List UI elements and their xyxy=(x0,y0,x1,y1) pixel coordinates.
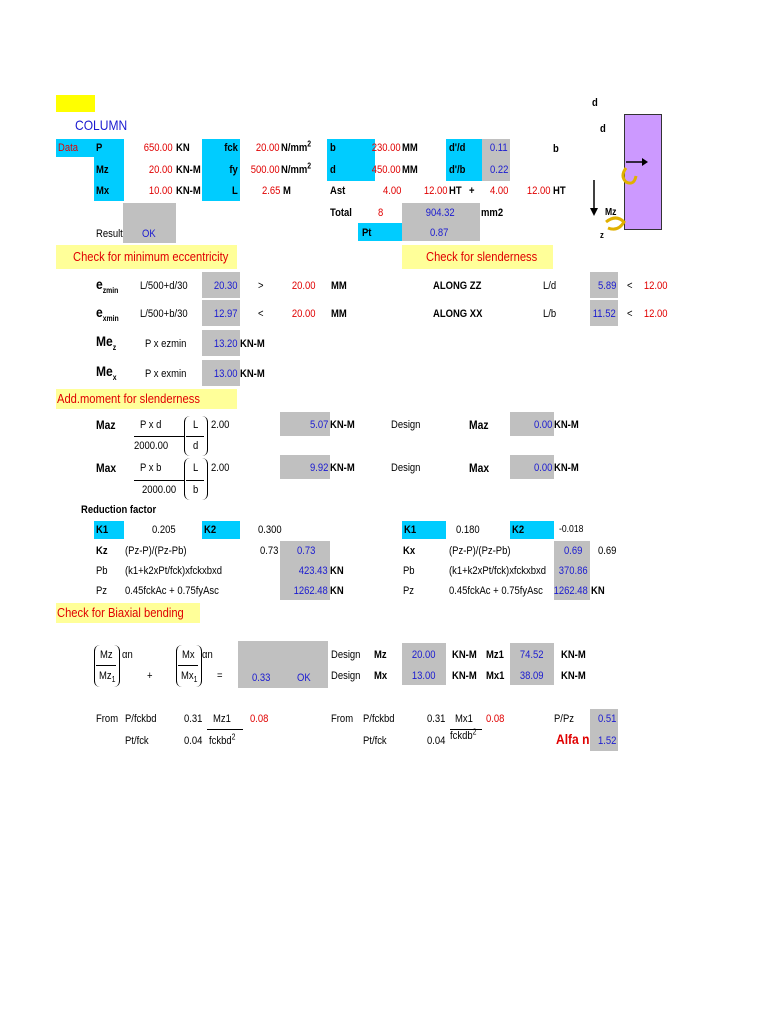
along-zz-label: ALONG ZZ xyxy=(433,280,482,292)
sketch-mz-label: Mz xyxy=(605,207,617,218)
data-label: Data xyxy=(58,142,78,154)
cover-d-label: d'/d xyxy=(449,142,466,154)
alfa-n-value: 1.52 xyxy=(597,735,616,747)
design-mx-name: Mx xyxy=(374,670,388,682)
design-mz1-value: 74.52 xyxy=(520,649,544,661)
page-title: COLUMN xyxy=(75,117,128,133)
ezmin-formula: L/500+d/30 xyxy=(140,280,188,292)
ast-count-1[interactable]: 4.00 xyxy=(382,185,401,197)
max-design-unit: KN-M xyxy=(554,462,579,474)
from-left-ratio2: Pt/fck xyxy=(125,735,149,747)
mez-unit: KN-M xyxy=(240,338,265,350)
mex-value: 13.00 xyxy=(214,368,238,380)
mx-value[interactable]: 10.00 xyxy=(149,185,173,197)
max-value: 9.92 xyxy=(309,462,328,474)
mx-ratio-num: Mx xyxy=(182,649,195,661)
cover-b-value: 0.22 xyxy=(489,164,508,176)
yellow-marker-cell xyxy=(56,95,95,112)
design-mx-unit: KN-M xyxy=(452,670,477,682)
fck-label: fck xyxy=(224,142,238,154)
k1-left-label: K1 xyxy=(96,524,109,536)
maz-design-label: Design xyxy=(391,419,421,431)
design-mz-value: 20.00 xyxy=(412,649,436,661)
pz-right-label: Pz xyxy=(403,585,415,597)
kz-value-b: 0.73 xyxy=(297,545,316,557)
maz-ratio-line xyxy=(186,436,204,437)
xx-compare: < xyxy=(627,308,633,320)
biaxial-status: OK xyxy=(297,672,311,684)
k2-right-label: K2 xyxy=(512,524,525,536)
biaxial-plus: + xyxy=(147,670,153,682)
reduction-header: Reduction factor xyxy=(81,504,157,516)
biaxial-value: 0.33 xyxy=(252,672,271,684)
design-mx1-unit: KN-M xyxy=(561,670,586,682)
k1-right-value: 0.180 xyxy=(456,524,480,536)
design-mx1-name: Mx1 xyxy=(486,670,505,682)
xx-ratio-label: L/b xyxy=(543,308,557,320)
maz-power: 2.00 xyxy=(211,419,230,431)
l-value[interactable]: 2.65 xyxy=(261,185,280,197)
moment-arrows-icon xyxy=(588,150,668,240)
design-mz-unit: KN-M xyxy=(452,649,477,661)
mez-symbol xyxy=(96,333,117,352)
cover-d-value: 0.11 xyxy=(490,142,508,154)
p-label: P xyxy=(96,142,103,154)
pt-value: 0.87 xyxy=(429,227,448,239)
ast-unit-1: HT xyxy=(449,185,462,197)
design-mx-value: 13.00 xyxy=(412,670,436,682)
pt-label: Pt xyxy=(362,227,372,239)
pz-left-label: Pz xyxy=(96,585,108,597)
ast-dia-1[interactable]: 12.00 xyxy=(424,185,448,197)
b-value[interactable]: 230.00 xyxy=(372,142,401,154)
from-left-value2: 0.04 xyxy=(184,735,203,747)
fy-value[interactable]: 500.00 xyxy=(251,164,280,176)
mez-formula: P x ezmin xyxy=(145,338,187,350)
pb-left-formula: (k1+k2xPt/fck)xfckxbxd xyxy=(125,565,223,577)
mex-unit: KN-M xyxy=(240,368,265,380)
maz-design-unit: KN-M xyxy=(554,419,579,431)
ezmin-unit: MM xyxy=(331,280,347,292)
exmin-unit: MM xyxy=(331,308,347,320)
fck-value[interactable]: 20.00 xyxy=(256,142,280,154)
pz-right-unit: KN xyxy=(591,585,605,597)
maz-value: 5.07 xyxy=(309,419,328,431)
fck-unit: $N/mm^2$ xyxy=(281,139,312,154)
mez-value: 13.20 xyxy=(214,338,238,350)
cover-b-label: d'/b xyxy=(449,164,466,176)
pz-right-formula: 0.45fckAc + 0.75fyAsc xyxy=(449,585,543,597)
max-denominator: 2000.00 xyxy=(142,484,177,496)
mx-alpha: αn xyxy=(202,649,213,661)
total-label: Total xyxy=(330,207,352,219)
exmin-sym: e xyxy=(96,304,103,320)
from-right-ratio1: P/fckbd xyxy=(363,713,395,725)
mx-ratio-den: $Mx_1$ xyxy=(181,670,198,685)
mz-label: Mz xyxy=(96,164,109,176)
from-right-label: From xyxy=(331,713,354,725)
kx-label: Kx xyxy=(403,545,416,557)
max-label: Max xyxy=(96,461,117,475)
along-xx-label: ALONG XX xyxy=(433,308,483,320)
from-left-denominator: fckbd$^2$ xyxy=(209,732,236,747)
d-unit: MM xyxy=(402,164,418,176)
ezmin-compare: > xyxy=(258,280,264,292)
from-right-den-text: fckdb xyxy=(450,730,473,742)
slenderness-header: Check for slenderness xyxy=(426,249,538,264)
sketch-d-inner: d xyxy=(600,123,606,135)
max-ratio-b: b xyxy=(193,484,199,496)
b-unit: MM xyxy=(402,142,418,154)
mz-alpha: αn xyxy=(122,649,133,661)
maz-numerator: P x d xyxy=(140,419,162,431)
kx-formula: (Pz-P)/(Pz-Pb) xyxy=(449,545,511,557)
fy-unit-text: N/mm xyxy=(281,164,308,176)
maz-ratio-d: d xyxy=(193,440,199,452)
from-left-m-value: 0.08 xyxy=(250,713,269,725)
total-bars: 8 xyxy=(378,207,384,219)
mex-sym: Me xyxy=(96,363,113,379)
mx-unit: KN-M xyxy=(176,185,201,197)
p-pz-label: P/Pz xyxy=(554,713,574,725)
pb-left-label: Pb xyxy=(96,565,108,577)
exmin-symbol xyxy=(96,304,119,323)
max-unit: KN-M xyxy=(330,462,355,474)
from-right-value2: 0.04 xyxy=(427,735,446,747)
k2-left-label: K2 xyxy=(204,524,217,536)
exmin-value: 12.97 xyxy=(214,308,238,320)
zz-ratio-label: L/d xyxy=(543,280,557,292)
mz-value[interactable]: 20.00 xyxy=(149,164,173,176)
design-mz1-name: Mz1 xyxy=(486,649,504,661)
maz-denominator: 2000.00 xyxy=(134,440,169,452)
mz-ratio-line xyxy=(96,665,116,666)
max-design-value: 0.00 xyxy=(533,462,552,474)
mex-formula: P x exmin xyxy=(145,368,187,380)
from-right-ratio2: Pt/fck xyxy=(363,735,387,747)
k2-left-value: 0.300 xyxy=(258,524,282,536)
l-unit: M xyxy=(283,185,291,197)
fy-unit: $N/mm^2$ xyxy=(281,161,312,176)
kz-label: Kz xyxy=(96,545,108,557)
p-pz-value: 0.51 xyxy=(597,713,616,725)
max-design-name: Max xyxy=(469,461,490,475)
maz-design-value: 0.00 xyxy=(533,419,552,431)
from-left-ratio1: P/fckbd xyxy=(125,713,157,725)
result-value: OK xyxy=(142,228,156,240)
ast-count-2[interactable]: 4.00 xyxy=(489,185,508,197)
k2-right-value: -0.018 xyxy=(559,524,584,535)
mx-ratio-line xyxy=(178,665,198,666)
kx-value-b: 0.69 xyxy=(598,545,617,557)
xx-value: 11.52 xyxy=(593,308,616,320)
addmoment-header: Add.moment for slenderness xyxy=(57,391,200,406)
from-left-fraction-line xyxy=(207,729,243,730)
fy-label: fy xyxy=(229,164,238,176)
fck-unit-text: N/mm xyxy=(281,142,308,154)
design-mz-label: Design xyxy=(331,649,361,661)
from-left-value1: 0.31 xyxy=(184,713,203,725)
mez-sym: Me xyxy=(96,333,113,349)
kz-formula: (Pz-P)/(Pz-Pb) xyxy=(125,545,187,557)
maz-design-name: Maz xyxy=(469,418,489,432)
design-mx-label: Design xyxy=(331,670,361,682)
exmin-limit: 20.00 xyxy=(292,308,316,320)
mx1-text: Mx xyxy=(181,670,194,682)
ast-dia-2[interactable]: 12.00 xyxy=(527,185,551,197)
mz-ratio-num: Mz xyxy=(100,649,113,661)
mex-sub: x xyxy=(112,372,117,382)
ast-unit-2: HT xyxy=(553,185,566,197)
xx-limit: 12.00 xyxy=(644,308,668,320)
maz-ratio-l: L xyxy=(193,419,199,431)
max-power: 2.00 xyxy=(211,462,230,474)
ast-plus: + xyxy=(469,185,475,197)
exmin-compare: < xyxy=(258,308,264,320)
ezmin-value: 20.30 xyxy=(214,280,238,292)
design-mz1-unit: KN-M xyxy=(561,649,586,661)
p-value[interactable]: 650.00 xyxy=(144,142,173,154)
pb-left-unit: KN xyxy=(330,565,344,577)
exmin-sub: xmin xyxy=(102,313,119,323)
mex-symbol xyxy=(96,363,117,382)
b-label: b xyxy=(330,142,336,154)
d-label: d xyxy=(330,164,336,176)
ezmin-symbol xyxy=(96,276,119,295)
pz-right-value: 1262.48 xyxy=(553,585,588,597)
exmin-formula: L/500+b/30 xyxy=(140,308,188,320)
alfa-n-label: Alfa n xyxy=(556,731,590,747)
k1-right-label: K1 xyxy=(404,524,417,536)
pb-right-value: 370.86 xyxy=(559,565,588,577)
maz-unit: KN-M xyxy=(330,419,355,431)
sketch-z-label: z xyxy=(600,230,604,240)
max-fraction-line xyxy=(134,480,184,481)
k1-left-value: 0.205 xyxy=(152,524,176,536)
pb-right-formula: (k1+k2xPt/fck)xfckxbxd xyxy=(449,565,547,577)
zz-compare: < xyxy=(627,280,633,292)
pb-right-label: Pb xyxy=(403,565,415,577)
mx-label: Mx xyxy=(96,185,110,197)
zz-value: 5.89 xyxy=(597,280,616,292)
mz1-text: Mz xyxy=(99,670,112,682)
from-left-m: Mz1 xyxy=(213,713,231,725)
max-ratio-l: L xyxy=(193,462,199,474)
total-area-unit: mm2 xyxy=(481,207,504,219)
mz-ratio-den: $Mz_1$ xyxy=(99,670,116,685)
pz-left-formula: 0.45fckAc + 0.75fyAsc xyxy=(125,585,219,597)
from-right-m: Mx1 xyxy=(455,713,473,725)
ezmin-sym: e xyxy=(96,276,103,292)
pb-left-value: 423.43 xyxy=(299,565,328,577)
from-right-value1: 0.31 xyxy=(427,713,446,725)
mz-unit: KN-M xyxy=(176,164,201,176)
sketch-d-top: d xyxy=(592,97,598,109)
zz-limit: 12.00 xyxy=(644,280,668,292)
biaxial-equals: = xyxy=(217,670,223,682)
pz-left-value: 1262.48 xyxy=(293,585,328,597)
kx-value-a: 0.69 xyxy=(563,545,582,557)
max-numerator: P x b xyxy=(140,462,162,474)
ezmin-limit: 20.00 xyxy=(292,280,316,292)
pz-left-unit: KN xyxy=(330,585,344,597)
d-value[interactable]: 450.00 xyxy=(372,164,401,176)
mez-sub: z xyxy=(112,342,117,352)
total-area-value: 904.32 xyxy=(426,207,455,219)
p-unit: KN xyxy=(176,142,190,154)
design-mz-name: Mz xyxy=(374,649,387,661)
max-ratio-line xyxy=(186,480,204,481)
from-left-den-text: fckbd xyxy=(209,735,232,747)
kz-value-a: 0.73 xyxy=(259,545,278,557)
from-right-denominator: fckdb$^2$ xyxy=(450,727,477,742)
ast-label: Ast xyxy=(330,185,346,197)
maz-label: Maz xyxy=(96,418,116,432)
maz-fraction-line xyxy=(134,436,184,437)
ezmin-sub: zmin xyxy=(102,285,119,295)
result-label: Result xyxy=(96,228,123,240)
l-label: L xyxy=(232,185,238,197)
design-mx1-value: 38.09 xyxy=(520,670,544,682)
from-right-m-value: 0.08 xyxy=(486,713,505,725)
eccentricity-header: Check for minimum eccentricity xyxy=(73,249,229,264)
biaxial-header: Check for Biaxial bending xyxy=(57,605,184,620)
sketch-b-label: b xyxy=(553,143,559,155)
from-left-label: From xyxy=(96,713,119,725)
max-design-label: Design xyxy=(391,462,421,474)
